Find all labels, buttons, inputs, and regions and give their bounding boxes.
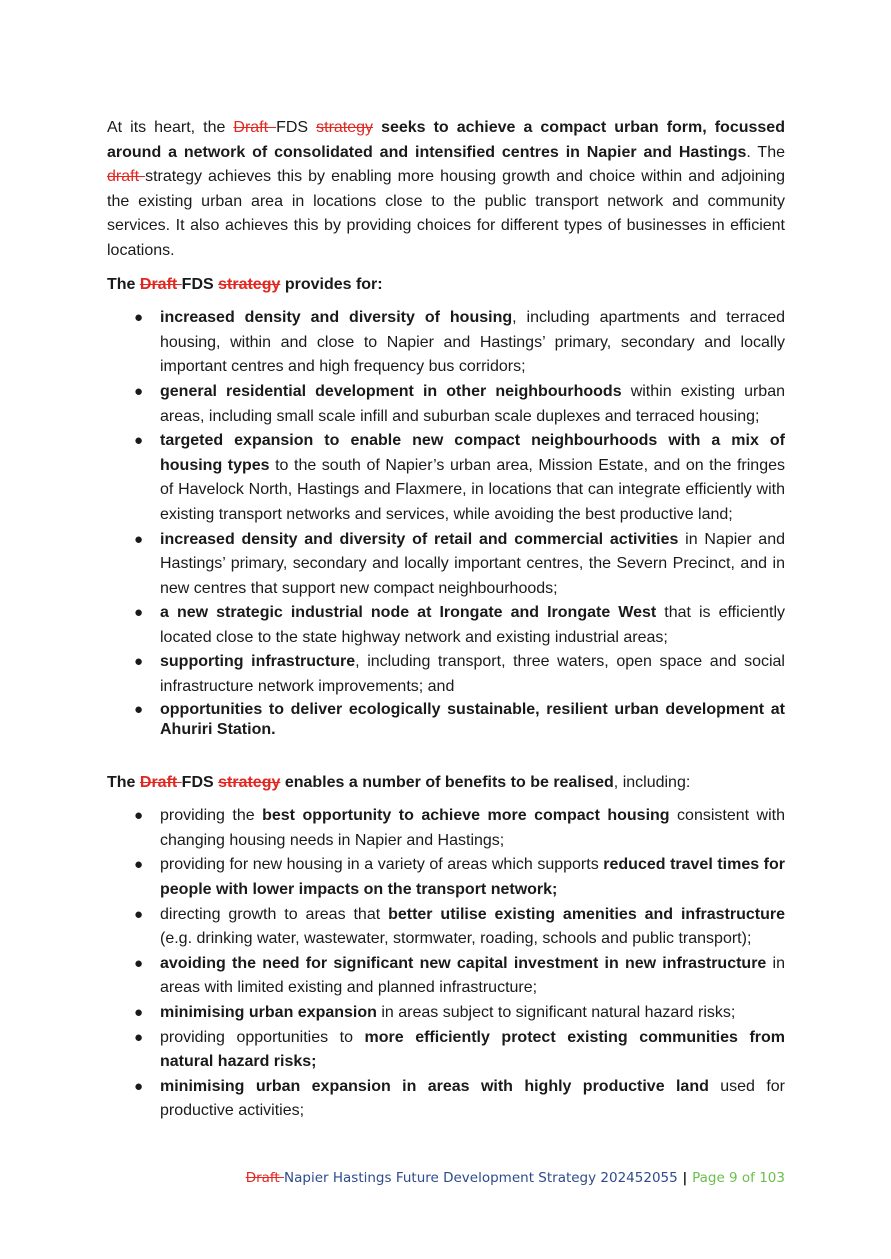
footer-separator: | bbox=[677, 1170, 693, 1186]
item-bold: better utilise existing amenities and infrastructure bbox=[388, 905, 786, 923]
heading-text: The bbox=[107, 773, 140, 791]
item-bold: a new strategic industrial node at Irongate and Irongate West bbox=[160, 604, 657, 622]
bullet-icon: ● bbox=[134, 1077, 144, 1095]
intro-text: strategy achieves this by enabling more housing growth and choice within and adjoining the existing urban area in locations close to the public transport network and community services. It also achieves this by providing choices for different types of businesses in efficient locations. bbox=[107, 168, 786, 259]
deleted-text: Draft bbox=[233, 119, 277, 136]
page-footer bbox=[246, 1170, 785, 1186]
list-item bbox=[107, 804, 785, 853]
bullet-icon: ● bbox=[134, 382, 144, 400]
item-bold: best opportunity to achieve more compact housing bbox=[262, 807, 670, 825]
item-text: providing for new housing in a variety of areas which supports bbox=[160, 856, 604, 874]
item-bold: reduced travel times for people with lower impacts on the transport network; bbox=[160, 856, 786, 899]
item-bold: supporting infrastructure bbox=[160, 653, 356, 671]
bullet-icon: ● bbox=[134, 954, 144, 972]
item-bold: increased density and diversity of housing bbox=[160, 309, 513, 327]
list-item bbox=[107, 306, 785, 380]
item-text: that is efficiently located close to the state highway network and existing industrial areas; bbox=[160, 604, 785, 646]
heading-text: The bbox=[107, 275, 140, 293]
list-item bbox=[107, 952, 785, 1001]
deleted-text: strategy bbox=[218, 275, 281, 293]
bullet-icon: ● bbox=[134, 432, 144, 450]
provides-list bbox=[107, 306, 785, 740]
item-text: (e.g. drinking water, wastewater, stormwater, roading, schools and public transport); bbox=[160, 930, 752, 948]
intro-bold-text: seeks to achieve a compact urban form, focussed around a network of consolidated and intensified centres in Napier and Hastings bbox=[107, 119, 785, 161]
bullet-icon: ● bbox=[134, 1004, 144, 1021]
list-item bbox=[107, 528, 785, 602]
bullet-icon: ● bbox=[134, 530, 144, 548]
item-text: to the south of Napier’s urban area, Mission Estate, and on the fringes of Havelock North, Hastings and Flaxmere, in locations that can integrate efficiently with existing transport networks and services, while avoiding the best productive land; bbox=[160, 456, 785, 523]
item-bold: minimising urban expansion bbox=[160, 1004, 377, 1021]
bullet-icon: ● bbox=[134, 807, 144, 825]
intro-paragraph bbox=[107, 116, 785, 264]
list-item bbox=[107, 380, 785, 429]
footer-deleted-text: Draft bbox=[245, 1170, 285, 1186]
list-item bbox=[107, 853, 785, 902]
bullet-icon: ● bbox=[134, 856, 144, 874]
benefits-list bbox=[107, 804, 785, 1124]
list-item bbox=[107, 1026, 785, 1075]
provides-heading bbox=[107, 273, 785, 298]
list-item bbox=[107, 903, 785, 952]
bullet-icon: ● bbox=[134, 1028, 144, 1046]
bullet-icon: ● bbox=[134, 309, 144, 327]
heading-text: enables a number of benefits to be realised bbox=[280, 773, 614, 791]
item-bold: opportunities to deliver ecologically sustainable, resilient urban development at Ahuriri Station. bbox=[160, 700, 785, 738]
list-item bbox=[107, 1001, 785, 1026]
item-bold: targeted expansion to enable new compact neighbourhoods with a mix of housing types bbox=[160, 432, 785, 474]
bullet-icon: ● bbox=[134, 604, 144, 622]
deleted-text: strategy bbox=[316, 119, 374, 136]
footer-title: Napier Hastings Future Development Strategy 202452055 bbox=[284, 1170, 678, 1186]
item-bold: avoiding the need for significant new capital investment in new infrastructure bbox=[160, 954, 767, 972]
list-item bbox=[107, 700, 785, 740]
item-text: , including transport, three waters, open space and social infrastructure network improvements; and bbox=[160, 653, 785, 696]
bullet-icon: ● bbox=[134, 905, 144, 923]
heading-text: , including: bbox=[613, 773, 691, 791]
item-bold: more efficiently protect existing communities from natural hazard risks; bbox=[160, 1028, 785, 1071]
item-text: providing the bbox=[160, 807, 263, 825]
item-text: consistent with changing housing needs in Napier and Hastings; bbox=[160, 807, 785, 849]
intro-text bbox=[373, 119, 381, 136]
item-text: directing growth to areas that bbox=[160, 905, 389, 923]
item-bold: increased density and diversity of retail and commercial activities bbox=[160, 530, 679, 548]
benefits-heading bbox=[107, 771, 785, 796]
bullet-icon: ● bbox=[134, 700, 144, 718]
item-text: within existing urban areas, including small scale infill and suburban scale duplexes and terraced housing; bbox=[160, 382, 785, 425]
heading-text: FDS bbox=[181, 275, 219, 293]
intro-text: At its heart, the bbox=[107, 119, 234, 136]
page-number: Page 9 of 103 bbox=[692, 1170, 785, 1186]
document-body bbox=[107, 116, 785, 1124]
heading-text: FDS bbox=[181, 773, 219, 791]
deleted-text: Draft bbox=[139, 275, 182, 293]
item-bold: general residential development in other neighbourhoods bbox=[160, 382, 622, 400]
deleted-text: draft bbox=[107, 168, 146, 186]
heading-text: provides for: bbox=[280, 275, 383, 293]
deleted-text: strategy bbox=[218, 773, 281, 791]
item-text: in Napier and Hastings’ primary, secondary and locally important centres, the Severn Precinct, and in new centres that support new compact neighbourhoods; bbox=[160, 530, 785, 597]
intro-text: . The bbox=[746, 143, 786, 161]
item-text: used for productive activities; bbox=[160, 1077, 785, 1120]
item-text: in areas with limited existing and planned infrastructure; bbox=[160, 954, 786, 997]
intro-text: FDS bbox=[276, 119, 317, 136]
item-bold: minimising urban expansion in areas with highly productive land bbox=[160, 1077, 709, 1095]
item-text: in areas subject to significant natural hazard risks; bbox=[376, 1004, 736, 1021]
item-text: providing opportunities to bbox=[160, 1028, 365, 1046]
list-item bbox=[107, 1075, 785, 1124]
deleted-text: Draft bbox=[139, 773, 182, 791]
list-item bbox=[107, 429, 785, 527]
bullet-icon: ● bbox=[134, 653, 144, 671]
item-text: , including apartments and terraced housing, within and close to Napier and Hastings’ primary, secondary and locally important centres and high frequency bus corridors; bbox=[160, 309, 786, 376]
list-item bbox=[107, 650, 785, 699]
list-item bbox=[107, 601, 785, 650]
